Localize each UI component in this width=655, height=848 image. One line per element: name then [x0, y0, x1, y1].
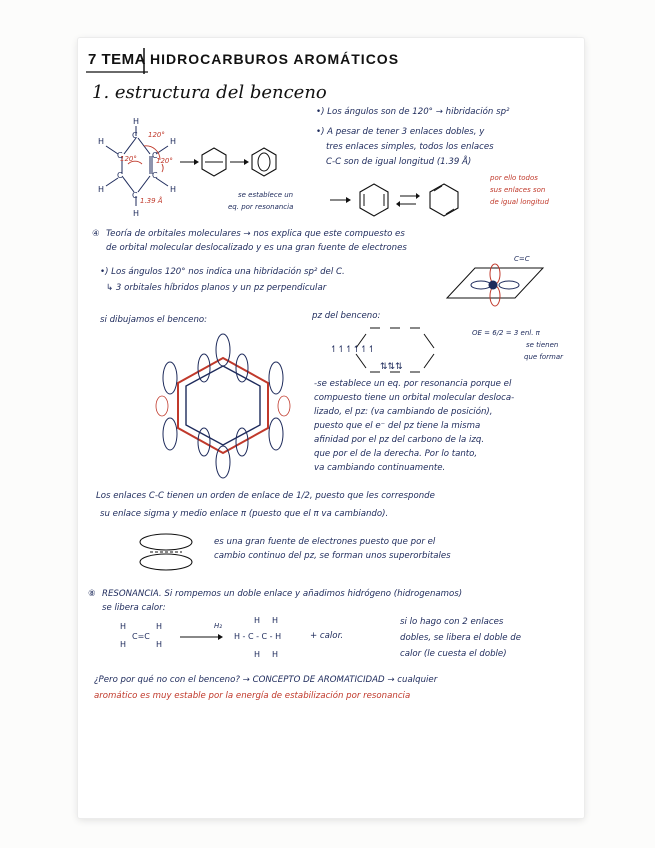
marker-resonance: ⑧ — [88, 589, 96, 599]
pz-paragraph-3: lizado, el pz: (va cambiando de posición), — [314, 407, 493, 417]
svg-text:H: H — [98, 185, 105, 194]
svg-text:H: H — [254, 650, 261, 659]
svg-text:H: H — [133, 117, 140, 126]
bond-length-label: 1.39 Å — [140, 197, 163, 205]
side-note-2: dobles, se libera el doble de — [400, 633, 522, 643]
svg-text:H: H — [98, 137, 105, 146]
resonance-line-1: RESONANCIA. Si rompemos un doble enlace y añadimos hidrógeno (hidrogenamos) — [102, 589, 463, 599]
pz-paragraph-2: compuesto tiene un orbital molecular desloca- — [314, 393, 515, 403]
bond-order-line-2: su enlace sigma y medio enlace π (puesto que el π va cambiando). — [100, 509, 389, 519]
page-title-left: 7 TEMA — [88, 51, 147, 68]
pz-paragraph-5: afinidad por el pz del carbono de la izq. — [314, 435, 485, 445]
svg-text:H: H — [156, 622, 163, 631]
orbital-line-2: de orbital molecular deslocalizado y es una gran fuente de electrones — [106, 243, 407, 253]
angle-line-2: ↳ 3 orbitales híbridos planos y un pz perpendicular — [106, 283, 327, 293]
angle-label-3: 120° — [156, 157, 173, 165]
cc-label: C=C — [514, 255, 530, 263]
resonance-note-1: se establece un — [238, 191, 294, 199]
svg-text:H: H — [254, 616, 261, 625]
svg-text:C: C — [152, 151, 158, 160]
svg-text:H: H — [120, 640, 127, 649]
svg-text:C: C — [132, 131, 138, 140]
svg-text:H: H — [120, 622, 127, 631]
source-line-1: es una gran fuente de electrones puesto que por el — [214, 537, 436, 547]
pz-energy-diagram — [330, 320, 470, 380]
svg-text:C: C — [117, 151, 123, 160]
oe-line-3: que formar — [524, 353, 564, 361]
svg-text:H: H — [156, 640, 163, 649]
svg-text:↿↿↿↿↿↿: ↿↿↿↿↿↿ — [330, 345, 376, 355]
conclusion-line: aromático es muy estable por la energía de estabilización por resonancia — [94, 691, 411, 701]
section-heading: 1. estructura del benceno — [92, 82, 327, 103]
pz-paragraph-1: -se establece un eq. por resonancia porque el — [314, 379, 512, 389]
superorbital-drawing — [132, 530, 202, 574]
question-line: ¿Pero por qué no con el benceno? → CONCEPTO DE AROMATICIDAD → cualquier — [94, 675, 438, 685]
bullet-line-2: •) A pesar de tener 3 enlaces dobles, y — [316, 127, 485, 137]
svg-text:H - C - C - H: H - C - C - H — [234, 632, 282, 641]
red-note-1: por ello todos — [490, 174, 538, 182]
svg-text:H: H — [272, 616, 279, 625]
reagent-label: H₂ — [214, 622, 223, 630]
pz-paragraph-4: puesto que el e⁻ del pz tiene la misma — [314, 421, 481, 431]
bond-order-line-1: Los enlaces C-C tienen un orden de enlace de 1/2, puesto que les corresponde — [96, 491, 435, 501]
pz-label: pz del benceno: — [312, 311, 381, 321]
bullet-line-4: C-C son de igual longitud (1.39 Å) — [326, 157, 472, 167]
resonance-line-2: se libera calor: — [102, 603, 166, 613]
product-label: + calor. — [310, 631, 344, 641]
svg-text:C=C: C=C — [132, 632, 150, 641]
bullet-line-3: tres enlaces simples, todos los enlaces — [326, 142, 494, 152]
svg-text:C: C — [152, 171, 158, 180]
svg-text:C: C — [132, 191, 138, 200]
page-title-right: HIDROCARBUROS AROMÁTICOS — [150, 51, 400, 67]
side-note-1: si lo hago con 2 enlaces — [400, 617, 504, 627]
pz-paragraph-6: que por el de la derecha. Por lo tanto, — [314, 449, 478, 459]
angle-label-1: 120° — [148, 131, 165, 139]
notebook-page — [78, 38, 584, 818]
hydrogenation-reaction — [114, 613, 324, 663]
bullet-line-1: •) Los ángulos son de 120° → hibridación sp² — [316, 107, 510, 117]
pz-paragraph-7: va cambiando continuamente. — [314, 463, 446, 473]
svg-text:⇅⇅⇅: ⇅⇅⇅ — [380, 362, 403, 372]
svg-text:H: H — [170, 185, 177, 194]
angle-label-2: 120° — [120, 155, 137, 163]
svg-text:H: H — [133, 209, 140, 218]
source-line-2: cambio continuo del pz, se forman unos superorbitales — [214, 551, 451, 561]
marker-orbital: ④ — [92, 229, 100, 239]
benzene-symbols — [178, 138, 298, 188]
oe-line-1: OE = 6/2 = 3 enl. π — [472, 329, 540, 337]
red-note-3: de igual longitud — [490, 198, 549, 206]
orbital-line-1: Teoría de orbitales moleculares → nos explica que este compuesto es — [106, 229, 405, 239]
red-note-2: sus enlaces son — [490, 186, 546, 194]
svg-text:H: H — [272, 650, 279, 659]
draw-label: si dibujamos el benceno: — [100, 315, 208, 325]
side-note-3: calor (le cuesta el doble) — [400, 649, 507, 659]
svg-text:C: C — [117, 171, 123, 180]
angle-line-1: •) Los ángulos 120° nos indica una hibridación sp² del C. — [100, 267, 345, 277]
benzene-pz-orbitals — [138, 328, 308, 478]
oe-line-2: se tienen — [526, 341, 559, 349]
resonance-structures — [328, 178, 488, 222]
svg-text:H: H — [170, 137, 177, 146]
resonance-note-2: eq. por resonancia — [228, 203, 294, 211]
sp2-orbital-drawing — [433, 260, 553, 310]
